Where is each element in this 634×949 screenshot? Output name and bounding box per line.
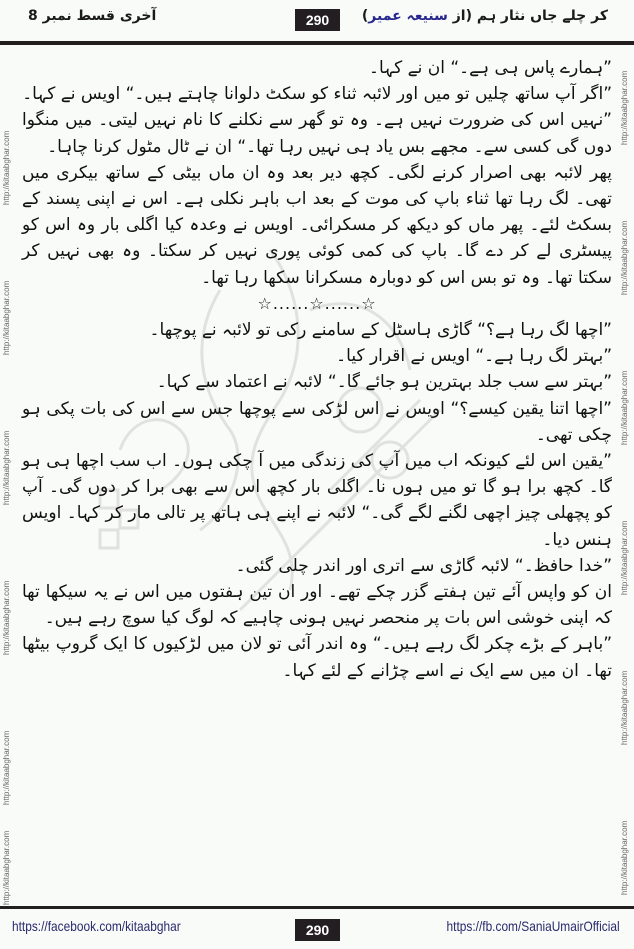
watermark-text: http://kitaabghar.com bbox=[2, 130, 11, 205]
paragraph: ان کو واپس آئے تین ہفتے گزر چکے تھے۔ اور ان تین ہفتوں میں اس نے یہ سیکھا تھا کہ اپنی خوشی اس بات پر منحصر نہیں ہونی چاہیے کہ لوگ کیا سوچ رہے ہیں۔ bbox=[22, 582, 612, 629]
paragraph: ”بہتر سے سب جلد بہترین ہو جائے گا۔“ لائبہ نے اعتماد سے کہا۔ bbox=[156, 372, 612, 393]
watermark-text: http://kitaabghar.com bbox=[620, 70, 629, 145]
facebook-author-link[interactable]: https://fb.com/SaniaUmairOfficial bbox=[446, 918, 620, 934]
watermark-text: http://kitaabghar.com bbox=[2, 580, 11, 655]
page-footer bbox=[0, 914, 634, 949]
section-separator: ☆......☆......☆ bbox=[257, 293, 377, 313]
header-rule bbox=[0, 41, 634, 45]
side-watermark-left bbox=[2, 45, 14, 905]
book-title bbox=[362, 8, 608, 24]
watermark-text: http://kitaabghar.com bbox=[620, 820, 629, 895]
side-watermark-right bbox=[620, 45, 632, 905]
watermark-text: http://kitaabghar.com bbox=[2, 430, 11, 505]
paragraph: ”اگر آپ ساتھ چلیں تو میں اور لائبہ ثناء کو سکٹ دلوانا چاہتے ہیں۔“ اویس نے کہا۔ bbox=[22, 84, 612, 105]
watermark-text: http://kitaabghar.com bbox=[2, 280, 11, 355]
episode-label: آخری قسط نمبر 8 bbox=[28, 8, 157, 24]
paragraph: ”خدا حافظ۔“ لائبہ گاڑی سے اتری اور اندر چلی گئی۔ bbox=[235, 555, 612, 576]
author-suffix: ) bbox=[361, 8, 369, 24]
watermark-text: http://kitaabghar.com bbox=[620, 670, 629, 745]
watermark-text: http://kitaabghar.com bbox=[2, 730, 11, 805]
page-number-bottom: 290 bbox=[295, 919, 340, 941]
facebook-kitaabghar-link[interactable]: https://facebook.com/kitaabghar bbox=[12, 918, 181, 934]
page-header bbox=[0, 0, 634, 36]
paragraph: ”اچھا اتنا یقین کیسے؟“ اویس نے اس لڑکی سے پوچھا جس سے اس کی بات پکی ہو چکی تھی۔ bbox=[22, 398, 612, 445]
watermark-text: http://kitaabghar.com bbox=[620, 520, 629, 595]
paragraph: ”باہر کے بڑے چکر لگ رہے ہیں۔“ وہ اندر آئی تو لان میں لڑکیوں کا ایک گروپ بیٹھا تھا۔ ان میں سے ایک نے اسے چڑانے کے لئے کہا۔ bbox=[22, 634, 612, 681]
watermark-text: http://kitaabghar.com bbox=[620, 220, 629, 295]
paragraph: ”نہیں اس کی ضرورت نہیں ہے۔ وہ تو گھر سے نکلنے کا نام نہیں لیتی۔ میں منگوا دوں گی کسی سے۔ مجھے بس یاد ہی نہیں رہا تھا۔“ ان نے ٹال مٹول کرنا چاہا۔ bbox=[22, 110, 612, 157]
paragraph: ”بہتر لگ رہا ہے۔“ اویس نے اقرار کیا۔ bbox=[336, 346, 612, 367]
paragraph: ”ہمارے پاس ہی ہے۔“ ان نے کہا۔ bbox=[369, 58, 612, 78]
author-prefix: (از bbox=[447, 8, 472, 24]
document-body bbox=[22, 55, 612, 684]
watermark-text: http://kitaabghar.com bbox=[620, 370, 629, 445]
paragraph: پھر لائبہ بھی اصرار کرنے لگی۔ کچھ دیر بعد وہ ان ماں بیٹی کے ساتھ بیکری میں تھی۔ لگ رہا تھا ثناء باپ کی موت کے بعد اب باہر نکلی ہے۔ اس نے اپنی پسند کے بسکٹ لئے۔ پھر ماں کو دیکھ کر مسکرائی۔ اویس نے وعدہ کیا اگلی بار وہ اس کو پیسٹری لے کر دے گا۔ باپ کی کمی کوئی پوری نہیں کر سکتا۔ وہ بھی نہیں کر سکتا تھا۔ وہ تو بس اس کو دوبارہ مسکرانا سکھا رہا تھا۔ bbox=[22, 162, 612, 288]
paragraph: ”یقین اس لئے کیونکہ اب میں آپ کی زندگی میں آ چکی ہوں۔ اب سب اچھا ہی ہو گا۔ کچھ برا ہو گا تو میں ہوں نا۔ اگلی بار کچھ اس سے بھی برا کر دوں گی۔ آپ کو پچھلی چیز اچھی لگنے لگے گی۔“ لائبہ نے اپنے ہی ہاتھ پر تالی مار کر کہا۔ اویس ہنس دیا۔ bbox=[22, 451, 612, 550]
page-number-top: 290 bbox=[295, 9, 340, 31]
paragraph: ”اچھا لگ رہا ہے؟“ گاڑی ہاسٹل کے سامنے رکی تو لائبہ نے پوچھا۔ bbox=[149, 320, 612, 341]
title-text: کر چلے جاں نثار ہم bbox=[476, 8, 608, 24]
author-name: سنیعہ عمیر bbox=[368, 8, 448, 24]
footer-rule bbox=[0, 906, 634, 909]
watermark-text: http://kitaabghar.com bbox=[2, 830, 11, 905]
